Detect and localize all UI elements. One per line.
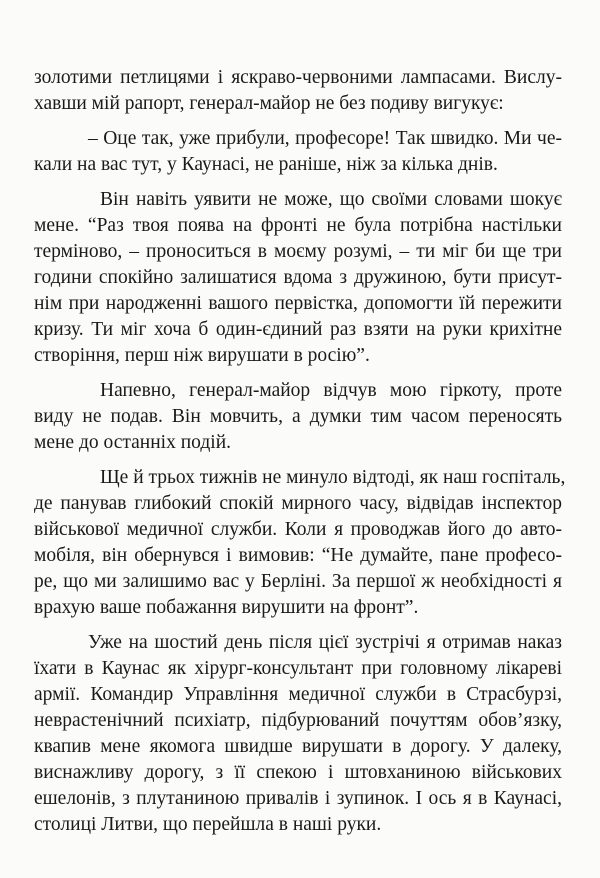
text-line: нім при народженні вашого первістка, допомогти їй пережити xyxy=(34,293,562,314)
text-line: мене. “Раз твоя поява на фронті не була потрібна настільки xyxy=(34,215,562,236)
text-line: де панував глибокий спокій мирного часу, відвідав інспектор xyxy=(34,493,562,514)
text-line: кали на вас тут, у Каунасі, не раніше, ніж за кілька днів. xyxy=(34,154,498,175)
text-line: їхати в Каунас як хірург-консультант при головному лікареві xyxy=(34,658,562,679)
text-line: Напевно, генерал-майор відчув мою гіркоту, проте xyxy=(100,380,562,401)
text-line: врахую ваше побажання вирушити на фронт”. xyxy=(34,597,419,618)
text-line: створіння, перш ніж вирушати в росію”. xyxy=(34,345,370,366)
text-line: хавши мій рапорт, генерал-майор не без подиву вигукує: xyxy=(34,93,504,114)
text-line: Уже на шостий день після цієї зустрічі я отримав наказ xyxy=(88,632,562,653)
text-line: виснажливу дорогу, з її спекою і штовханиною військових xyxy=(34,762,562,783)
text-line: столиці Литви, що перейшла в наші руки. xyxy=(34,814,382,835)
text-line: мобіля, він обернувся і вимовив: “Не думайте, пане професо- xyxy=(34,545,562,566)
text-line: мене до останніх подій. xyxy=(34,432,231,453)
text-line: Ще й трьох тижнів не минуло відтоді, як наш госпіталь, xyxy=(100,467,566,488)
text-line: ешелонів, з плутаниною привалів і зупинок. І ось я в Каунасі, xyxy=(34,788,562,809)
text-line: квапив мене якомога швидше вирушати в дорогу. У далеку, xyxy=(34,736,562,757)
text-line: – Оце так, уже прибули, професоре! Так швидко. Ми че- xyxy=(88,128,562,149)
text-line: терміново, – проноситься в моєму розумі, – ти міг би ще три xyxy=(34,241,562,262)
text-line: ре, що ми залишимо вас у Берліні. За першої ж необхідності я xyxy=(34,571,562,592)
text-line: золотими петлицями і яскраво-червоними лампасами. Вислу- xyxy=(34,67,562,88)
text-line: армії. Командир Управління медичної служби в Страсбурзі, xyxy=(34,684,562,705)
text-line: кризу. Ти міг хоча б один-єдиний раз взяти на руки крихітне xyxy=(34,319,562,340)
text-line: військової медичної служби. Коли я проводжав його до авто- xyxy=(34,519,562,540)
text-line: виду не подав. Він мовчить, а думки тим часом переносять xyxy=(34,406,562,427)
text-line: неврастенічний психіатр, підбурюваний почуттям обов’язку, xyxy=(34,710,562,731)
text-line: Він навіть уявити не може, що своїми словами шокує xyxy=(100,189,562,210)
text-line: години спокійно залишатися вдома з дружиною, бути присут- xyxy=(34,267,562,288)
